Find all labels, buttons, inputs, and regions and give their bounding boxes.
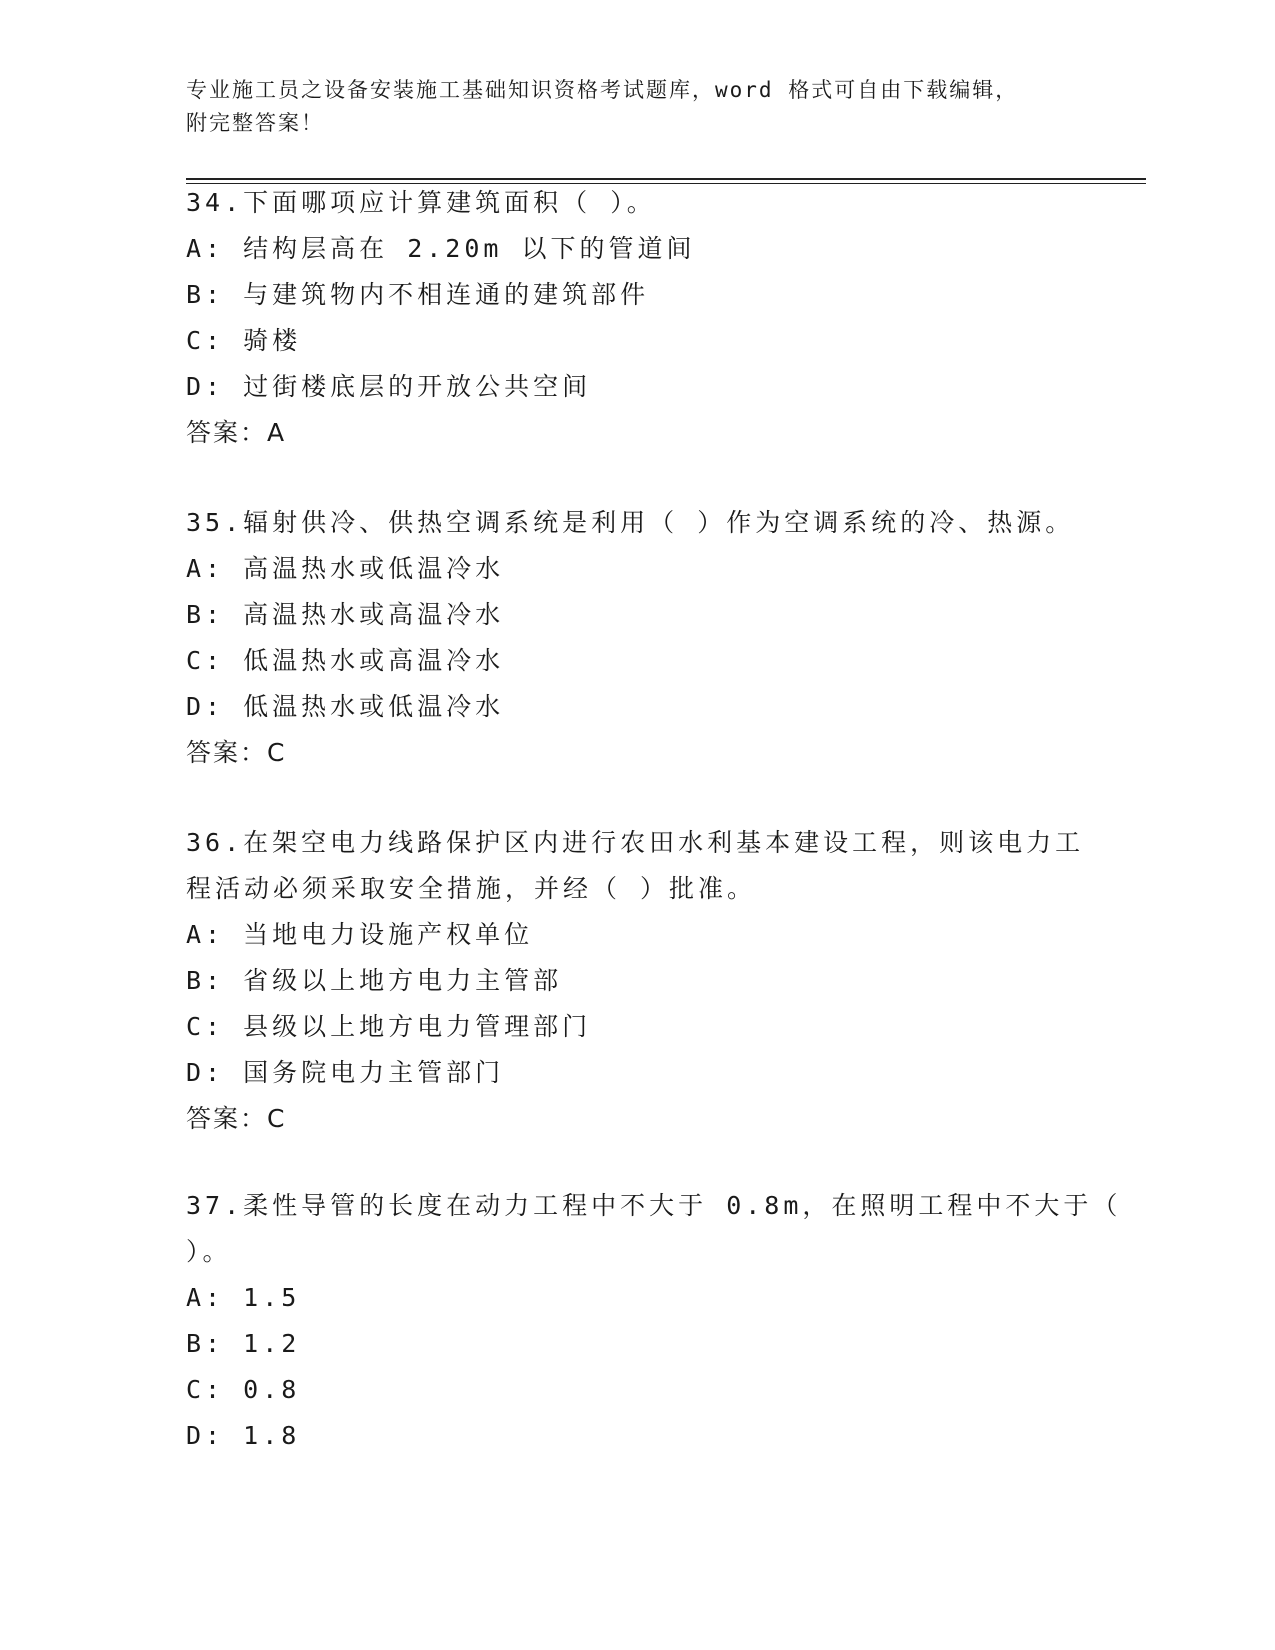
question-37 <box>186 1183 1122 1459</box>
option-a: A: 结构层高在 2.20m 以下的管道间 <box>186 234 696 263</box>
question-34 <box>186 180 1086 456</box>
answer-label: 答案：C <box>186 738 287 767</box>
option-b: B: 省级以上地方电力主管部 <box>186 966 563 995</box>
option-d: D: 1.8 <box>186 1421 301 1450</box>
option-c: C: 低温热水或高温冷水 <box>186 646 505 675</box>
option-c: C: 县级以上地方电力管理部门 <box>186 1012 592 1041</box>
intro-line-2: 附完整答案！ <box>186 111 324 135</box>
option-b: B: 高温热水或高温冷水 <box>186 600 505 629</box>
question-stem: 34.下面哪项应计算建筑面积（ ）。 <box>186 188 656 217</box>
question-35 <box>186 500 1086 776</box>
question-stem-line-2: ）。 <box>186 1237 232 1266</box>
option-b: B: 1.2 <box>186 1329 301 1358</box>
question-36 <box>186 820 1086 1142</box>
question-stem: 35.辐射供冷、供热空调系统是利用（ ）作为空调系统的冷、热源。 <box>186 508 1075 537</box>
question-stem-line-1: 36.在架空电力线路保护区内进行农田水利基本建设工程，则该电力工 <box>186 828 1085 857</box>
answer-label: 答案：A <box>186 418 287 447</box>
option-d: D: 低温热水或低温冷水 <box>186 692 505 721</box>
option-b: B: 与建筑物内不相连通的建筑部件 <box>186 280 650 309</box>
document-intro <box>186 74 1066 140</box>
option-c: C: 0.8 <box>186 1375 301 1404</box>
option-a: A: 高温热水或低温冷水 <box>186 554 505 583</box>
option-d: D: 过街楼底层的开放公共空间 <box>186 372 592 401</box>
question-stem-line-2: 程活动必须采取安全措施，并经（ ）批准。 <box>186 874 757 903</box>
option-a: A: 1.5 <box>186 1283 301 1312</box>
option-c: C: 骑楼 <box>186 326 302 355</box>
option-a: A: 当地电力设施产权单位 <box>186 920 534 949</box>
question-stem-line-1: 37.柔性导管的长度在动力工程中不大于 0.8m，在照明工程中不大于（ <box>186 1191 1122 1220</box>
option-d: D: 国务院电力主管部门 <box>186 1058 505 1087</box>
answer-label: 答案：C <box>186 1104 287 1133</box>
intro-line-1: 专业施工员之设备安装施工基础知识资格考试题库，word 格式可自由下载编辑， <box>186 78 1019 102</box>
